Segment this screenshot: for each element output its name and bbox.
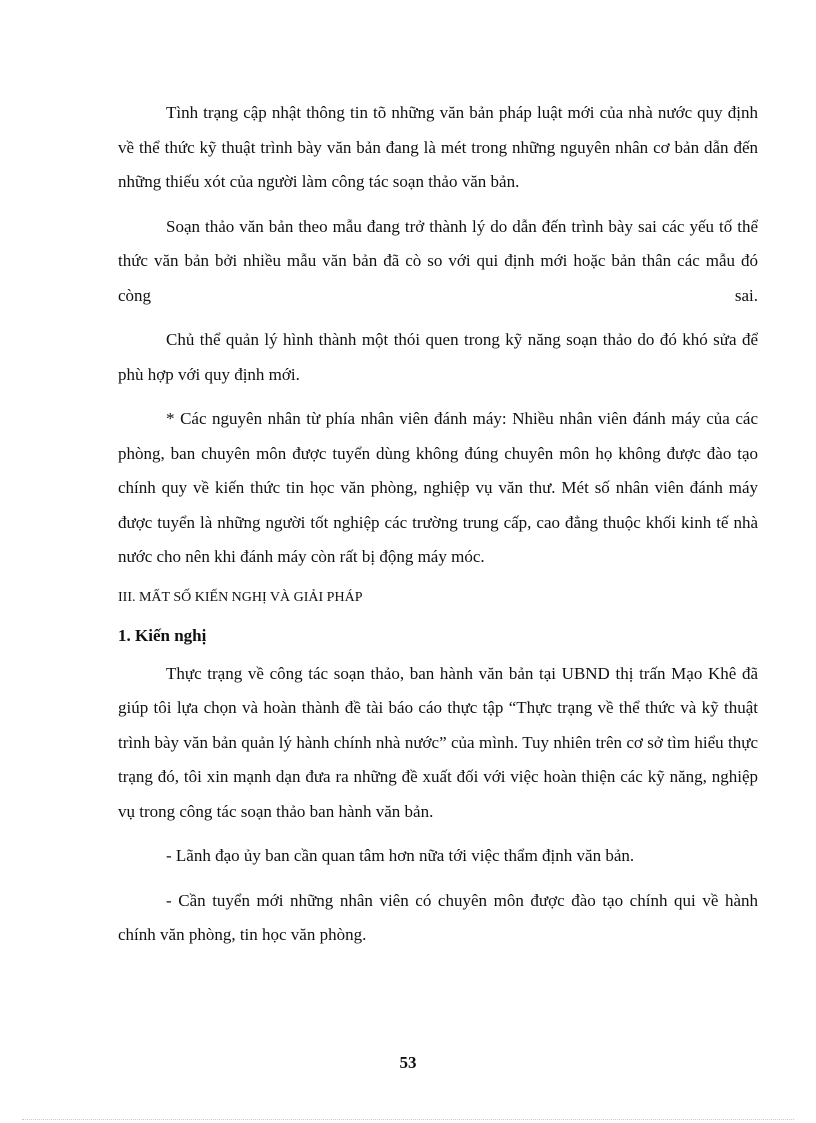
page-bottom-divider bbox=[22, 1119, 794, 1120]
paragraph-management-habit: Chủ thể quản lý hình thành một thói quen trong kỹ năng soạn thảo do đó khó sửa để phù hợp với quy định mới. bbox=[118, 330, 758, 384]
paragraph-typist-causes: * Các nguyên nhân từ phía nhân viên đánh máy: Nhiều nhân viên đánh máy của các phòng, ban chuyên môn được tuyển dùng không đúng chuyên môn họ không được đào tạo chính quy về kiến thức tin học văn phòng, nghiệp vụ văn thư. Mét số nhân viên đánh máy được tuyển là những người tốt nghiệp các trường trung cấp, cao đẳng thuộc khối kinh tế nhà nước cho nên khi đánh máy còn rất bị động máy móc. bbox=[118, 409, 758, 566]
paragraph-recommendation-intro: Thực trạng về công tác soạn thảo, ban hành văn bản tại UBND thị trấn Mạo Khê đã giúp tôi lựa chọn và hoàn thành đề tài báo cáo thực tập “Thực trạng về thể thức và kỹ thuật trình bày văn bản quản lý hành chính nhà nước” của mình. Tuy nhiên trên cơ sở tìm hiểu thực trạng đó, tôi xin mạnh dạn đưa ra những đề xuất đối với việc hoàn thiện các kỹ năng, nghiệp vụ trong công tác soạn thảo ban hành văn bản. bbox=[118, 663, 758, 821]
paragraph-template-drafting: Soạn thảo văn bản theo mẫu đang trở thành lý do dẫn đến trình bày sai các yếu tố thể thức văn bản bởi nhiều mẫu văn bản đã cò so với qui định mới hoặc bản thân các mẫu đó còng sai. bbox=[118, 216, 758, 305]
paragraph-info-update: Tình trạng cập nhật thông tin tõ những văn bản pháp luật mới của nhà nước quy định về thể thức kỹ thuật trình bày văn bản đang là mét trong những nguyên nhân cơ bản dẫn đến những thiếu xót của người làm công tác soạn thảo văn bản. bbox=[118, 103, 758, 191]
section-heading: III. MẤT SỐ KIẾN NGHỊ VÀ GIẢI PHÁP bbox=[118, 589, 363, 605]
paragraph-recommendation-hiring: - Cần tuyển mới những nhân viên có chuyên môn được đào tạo chính qui về hành chính văn phòng, tin học văn phòng. bbox=[118, 890, 758, 944]
subsection-heading: 1. Kiến nghị bbox=[118, 625, 207, 645]
page-content bbox=[118, 96, 758, 963]
paragraph-recommendation-leadership: - Lãnh đạo ủy ban cần quan tâm hơn nữa tới việc thẩm định văn bản. bbox=[166, 846, 635, 865]
page-number: 53 bbox=[399, 1053, 417, 1072]
